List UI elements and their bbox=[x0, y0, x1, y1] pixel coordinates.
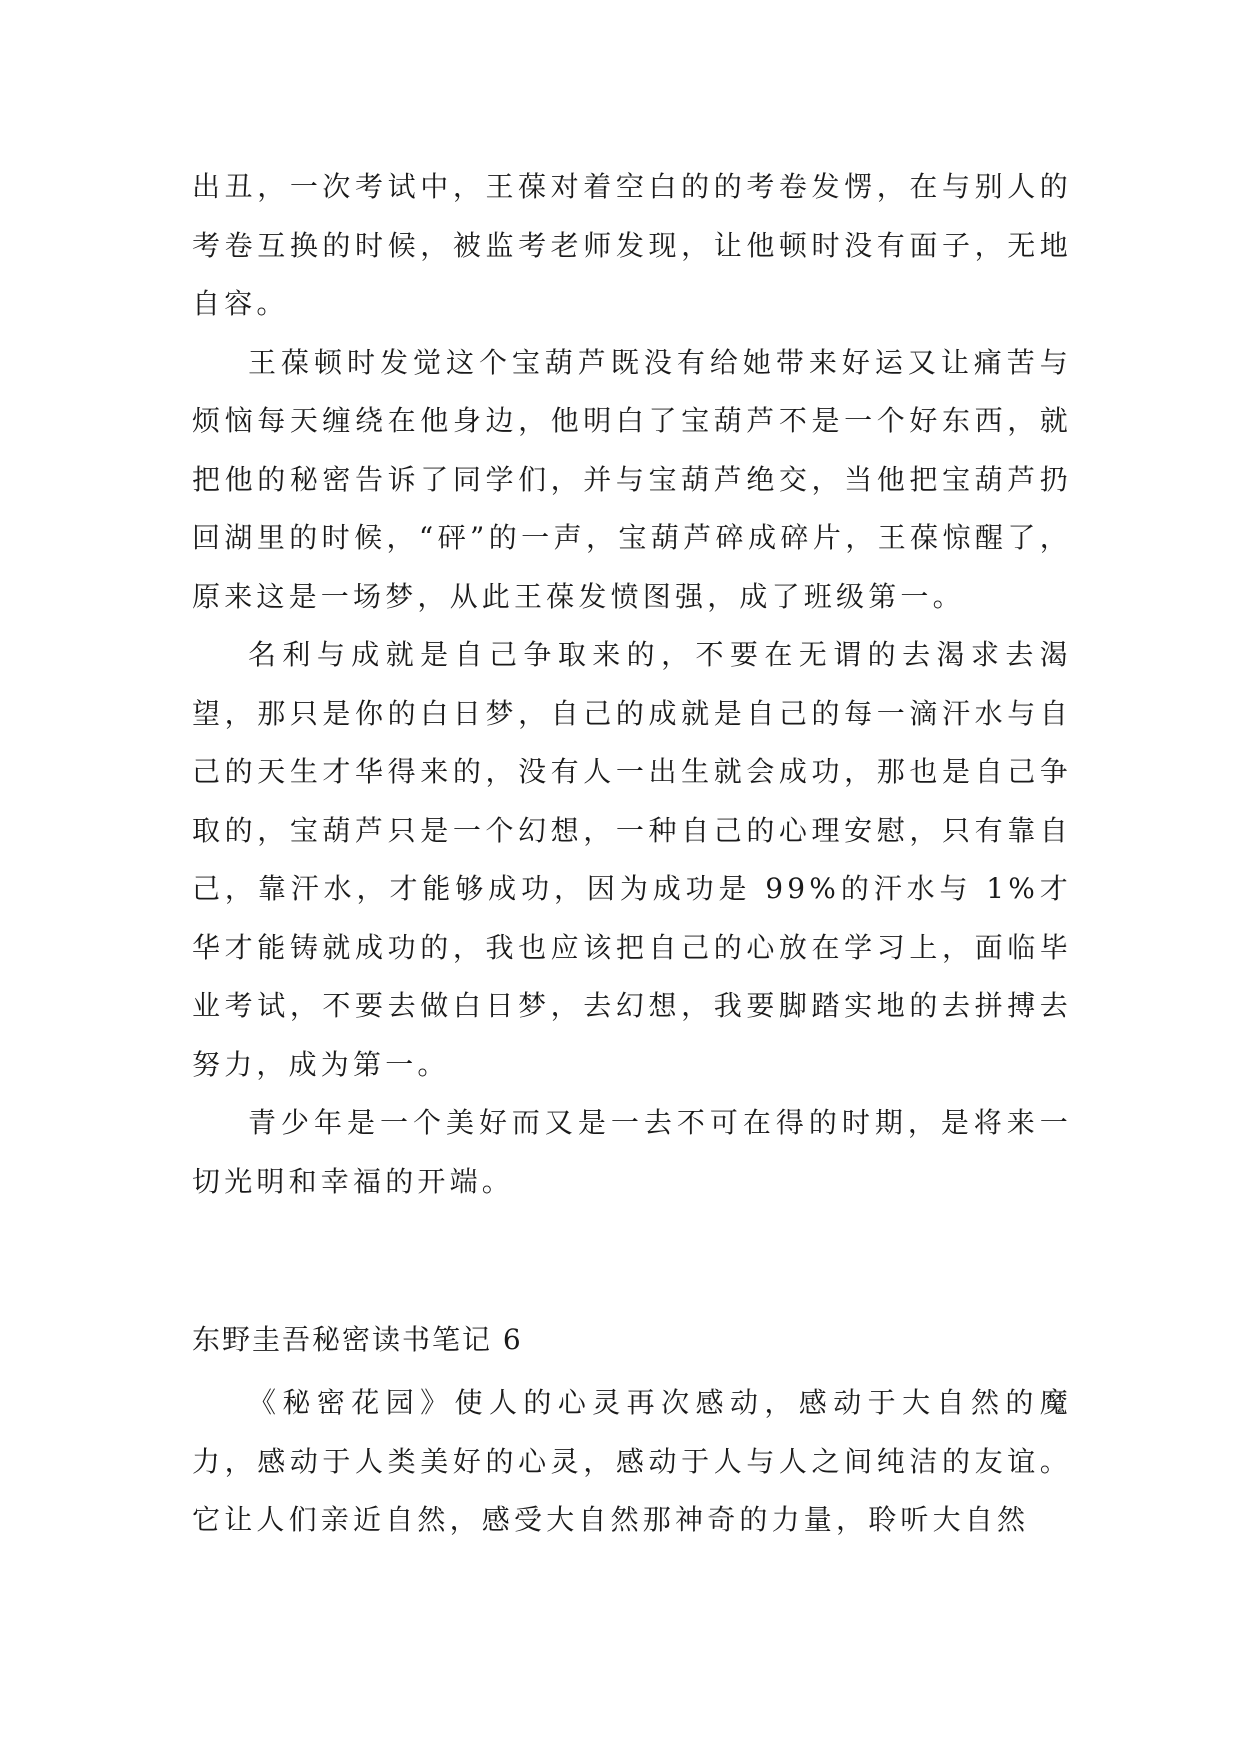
paragraph-3: 名利与成就是自己争取来的，不要在无谓的去渴求去渴望，那只是你的白日梦，自己的成就是自己的每一滴汗水与自己的天生才华得来的，没有人一出生就会成功，那也是自己争取的，宝葫芦只是一个幻想，一种自己的心理安慰，只有靠自己，靠汗水，才能够成功，因为成功是 99%的汗水与 1%才华才能铸就成功的，我也应该把自己的心放在学习上，面临毕业考试，不要去做白日梦，去幻想，我要脚踏实地的去拼搏去努力，成为第一。 bbox=[192, 638, 1072, 1081]
section-heading: 东野圭吾秘密读书笔记 6 bbox=[192, 1323, 523, 1356]
paragraph-5: 《秘密花园》使人的心灵再次感动，感动于大自然的魔力，感动于人类美好的心灵，感动于人与人之间纯洁的友谊。它让人们亲近自然，感受大自然那神奇的力量，聆听大自然 bbox=[192, 1386, 1072, 1536]
paragraph-2: 王葆顿时发觉这个宝葫芦既没有给她带来好运又让痛苦与烦恼每天缠绕在他身边，他明白了宝葫芦不是一个好东西，就把他的秘密告诉了同学们，并与宝葫芦绝交，当他把宝葫芦扔回湖里的时候，“砰”的一声，宝葫芦碎成碎片，王葆惊醒了，原来这是一场梦，从此王葆发愤图强，成了班级第一。 bbox=[192, 345, 1072, 613]
body-text-top bbox=[192, 158, 1072, 1211]
body-text-bottom bbox=[192, 1374, 1072, 1550]
paragraph-4: 青少年是一个美好而又是一去不可在得的时期，是将来一切光明和幸福的开端。 bbox=[192, 1106, 1072, 1198]
paragraph-1: 出丑，一次考试中，王葆对着空白的的考卷发愣，在与别人的考卷互换的时候，被监考老师发现，让他顿时没有面子，无地自容。 bbox=[192, 170, 1072, 320]
